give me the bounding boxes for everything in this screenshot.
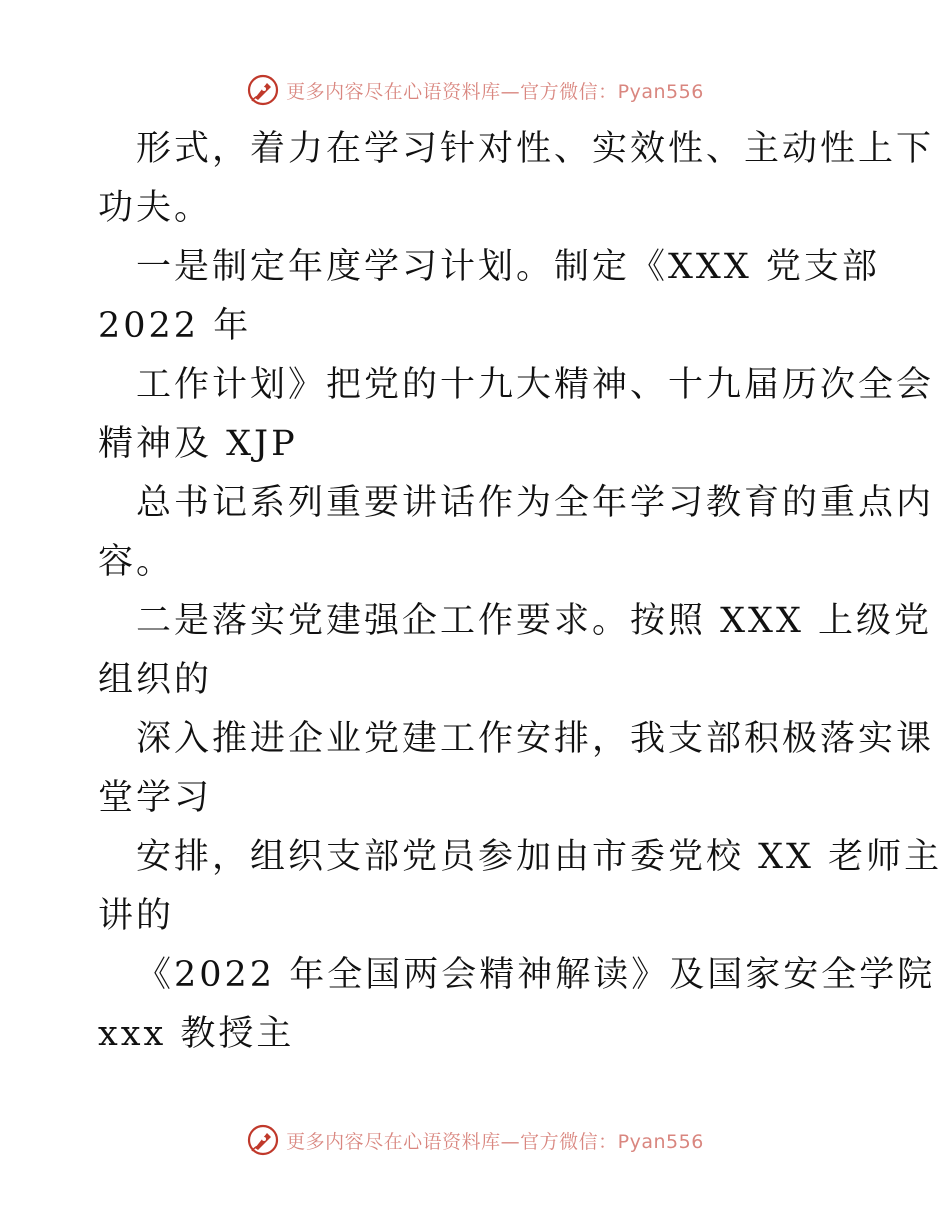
paragraph-line: 组织的 [98,660,213,700]
footer-watermark-text: 更多内容尽在心语资料库—官方微信：Pyan556 [286,1130,704,1153]
paragraph-line: 讲的 [98,896,175,936]
paragraph-line: 一是制定年度学习计划。制定《XXX 党支部 [136,247,880,287]
paragraph-line: 安排，组织支部党员参加由市委党校 XX 老师主 [136,837,943,877]
paragraph-line: 功夫。 [98,188,213,228]
paragraph-line: xxx 教授主 [98,1014,295,1054]
document-body [98,120,943,1064]
header-watermark-text: 更多内容尽在心语资料库—官方微信：Pyan556 [286,80,704,103]
paragraph-line: 形式，着力在学习针对性、实效性、主动性上下 [136,129,935,169]
footer-watermark [0,1118,950,1162]
paragraph-line: 容。 [98,542,175,582]
paragraph-line: 精神及 XJP [98,424,298,464]
paragraph-line: 《2022 年全国两会精神解读》及国家安全学院 [136,955,936,995]
paragraph-line: 总书记系列重要讲话作为全年学习教育的重点内 [136,483,935,523]
pen-nib-logo-icon [246,1123,280,1157]
header-watermark [0,68,950,112]
paragraph-line: 深入推进企业党建工作安排，我支部积极落实课 [136,719,935,759]
paragraph-line: 工作计划》把党的十九大精神、十九届历次全会 [136,365,935,405]
paragraph-line: 二是落实党建强企工作要求。按照 XXX 上级党 [136,601,933,641]
pen-nib-logo-icon [246,73,280,107]
paragraph-line: 2022 年 [98,306,252,346]
paragraph-line: 堂学习 [98,778,213,818]
